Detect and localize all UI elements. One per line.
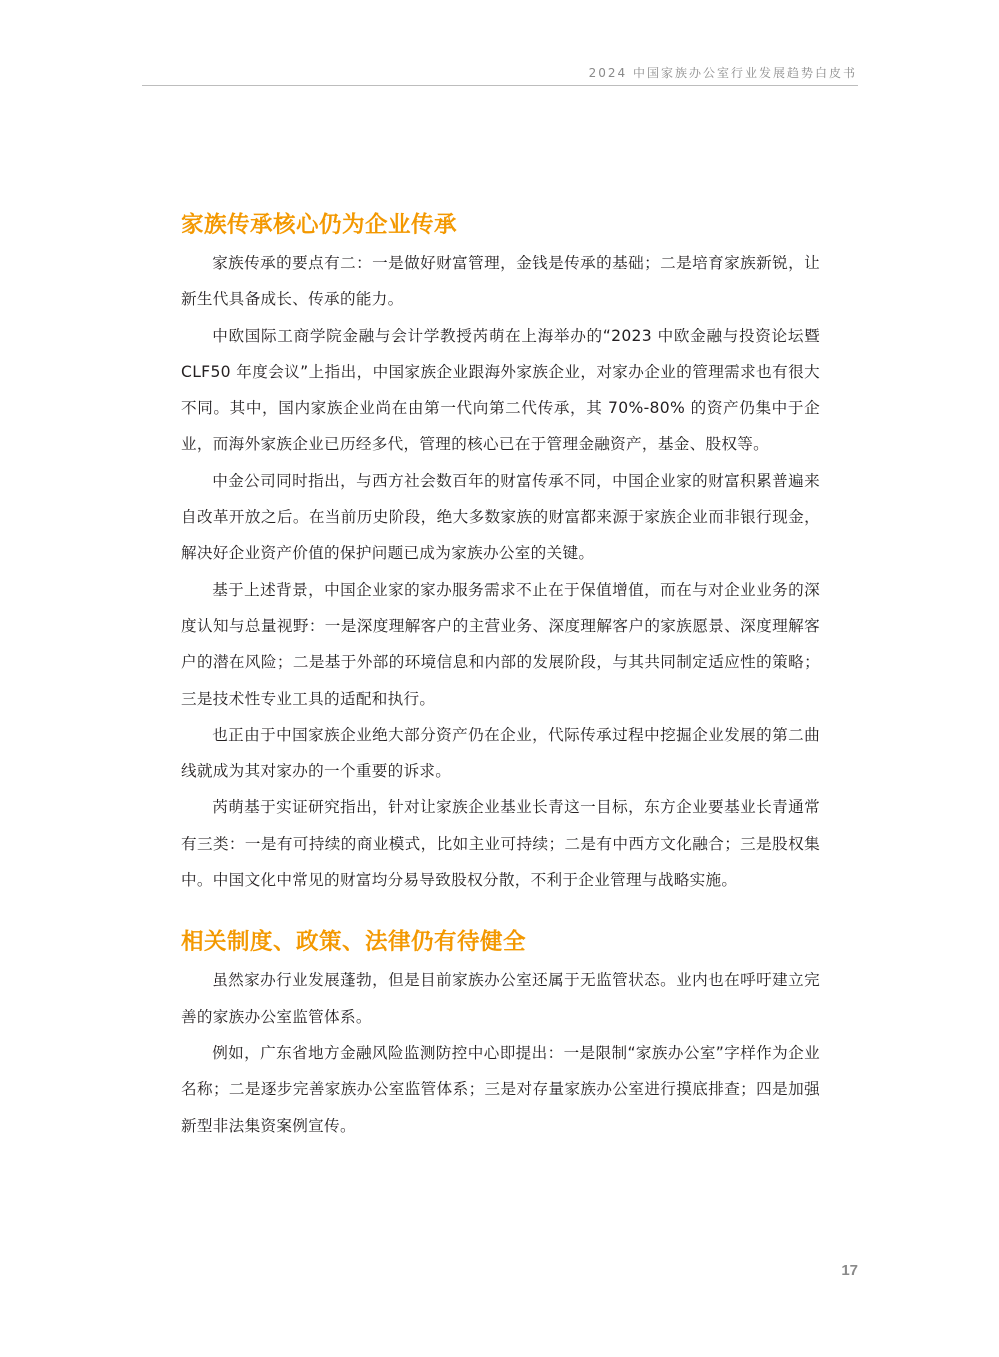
header-divider xyxy=(142,85,858,86)
paragraph: 芮萌基于实证研究指出，针对让家族企业基业长青这一目标，东方企业要基业长青通常有三类：一是有可持续的商业模式，比如主业可持续；二是有中西方文化融合；三是股权集中。中国文化中常见的财富均分易导致股权分散，不利于企业管理与战略实施。 xyxy=(181,798,820,890)
paragraph: 基于上述背景，中国企业家的家办服务需求不止在于保值增值，而在与对企业业务的深度认知与总量视野：一是深度理解客户的主营业务、深度理解客户的家族愿景、深度理解客户的潜在风险；二是基于外部的环境信息和内部的发展阶段，与其共同制定适应性的策略；三是技术性专业工具的适配和执行。 xyxy=(181,580,820,708)
paragraph: 例如，广东省地方金融风险监测防控中心即提出：一是限制“家族办公室”字样作为企业名称；二是逐步完善家族办公室监管体系；三是对存量家族办公室进行摸底排查；四是加强新型非法集资案例宣传。 xyxy=(181,1043,820,1135)
paragraph: 中欧国际工商学院金融与会计学教授芮萌在上海举办的“2023 中欧金融与投资论坛暨 CLF50 年度会议”上指出，中国家族企业跟海外家族企业，对家办企业的管理需求也有很大不同。其中，国内家族企业尚在由第一代向第二代传承，其 70%-80% 的资产仍集中于企业，而海外家族企业已历经多代，管理的核心已在于管理金融资产，基金、股权等。 xyxy=(181,326,820,454)
paragraph: 家族传承的要点有二：一是做好财富管理，金钱是传承的基础；二是培育家族新锐，让新生代具备成长、传承的能力。 xyxy=(181,254,820,309)
paragraph: 也正由于中国家族企业绝大部分资产仍在企业，代际传承过程中挖掘企业发展的第二曲线就成为其对家办的一个重要的诉求。 xyxy=(181,725,820,781)
section-heading: 家族传承核心仍为企业传承 xyxy=(181,212,458,238)
section-regulation xyxy=(181,922,820,1143)
paragraph: 虽然家办行业发展蓬勃，但是目前家族办公室还属于无监管状态。业内也在呼吁建立完善的家族办公室监管体系。 xyxy=(181,971,820,1026)
main-content xyxy=(181,205,820,1144)
section-heading: 相关制度、政策、法律仍有待健全 xyxy=(181,929,527,956)
section-family-succession xyxy=(181,205,820,898)
page-number: 17 xyxy=(841,1262,858,1279)
running-header-title: 2024 中国家族办公室行业发展趋势白皮书 xyxy=(588,66,857,80)
paragraph: 中金公司同时指出，与西方社会数百年的财富传承不同，中国企业家的财富积累普遍来自改革开放之后。在当前历史阶段，绝大多数家族的财富都来源于家族企业而非银行现金，解决好企业资产价值的保护问题已成为家族办公室的关键。 xyxy=(181,471,820,563)
